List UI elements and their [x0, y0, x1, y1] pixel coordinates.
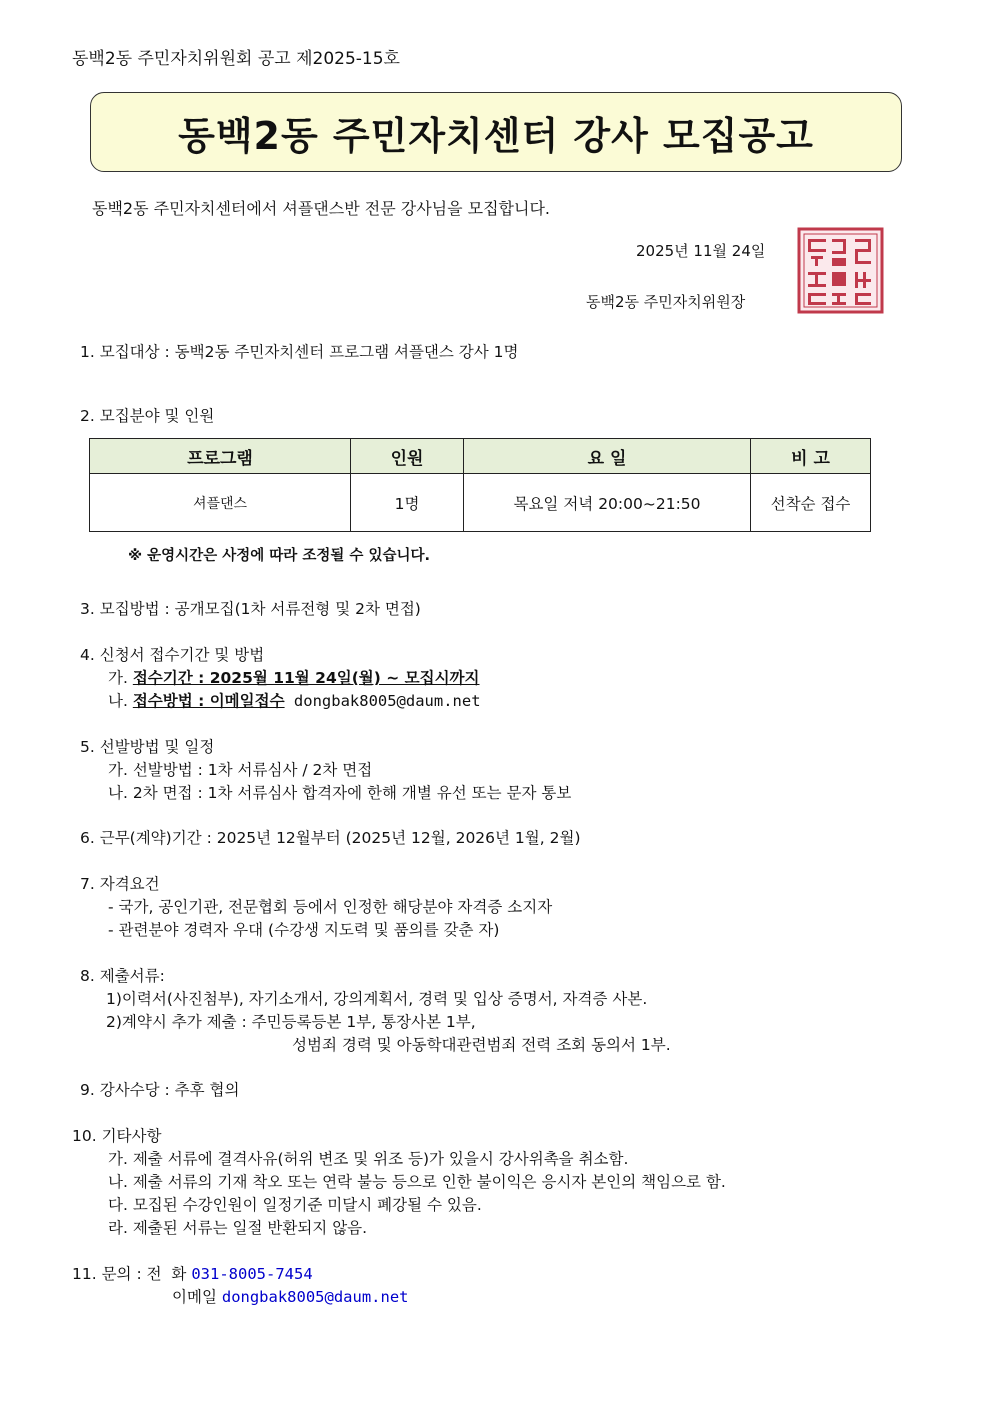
- table-header-day: 요 일: [464, 439, 751, 474]
- intro-text: 동백2동 주민자치센터에서 셔플댄스반 전문 강사님을 모집합니다.: [92, 199, 551, 218]
- section-10-heading: 10. 기타사항: [72, 1127, 162, 1145]
- title-banner: [90, 92, 902, 172]
- item-b-prefix: 나.: [108, 692, 133, 710]
- table-header-row: [90, 439, 871, 474]
- section-1-target: 1. 모집대상 : 동백2동 주민자치센터 프로그램 셔플댄스 강사 1명: [80, 343, 519, 361]
- section-8-heading: 8. 제출서류:: [80, 967, 165, 985]
- section-4-item-a: [108, 666, 480, 688]
- contact-email-link[interactable]: dongbak8005@daum.net: [221, 1288, 409, 1306]
- section-7-item-b: - 관련분야 경력자 우대 (수강생 지도력 및 품의를 갖춘 자): [108, 921, 500, 939]
- section-8-item-1: 1)이력서(사진첨부), 자기소개서, 강의계획서, 경력 및 입상 증명서, 자격증 사본.: [106, 990, 648, 1008]
- item-a-prefix: 가.: [108, 669, 133, 687]
- table-header-note: 비 고: [751, 439, 871, 474]
- section-10-item-a: 가. 제출 서류에 결격사유(허위 변조 및 위조 등)가 있을시 강사위촉을 취소함.: [108, 1150, 629, 1168]
- program-table: [89, 438, 871, 532]
- page-title: 동백2동 주민자치센터 강사 모집공고: [178, 113, 814, 158]
- section-10-item-c: 다. 모집된 수강인원이 일정기준 미달시 폐강될 수 있음.: [108, 1196, 482, 1214]
- section-10-item-b: 나. 제출 서류의 기재 착오 또는 연락 불능 등으로 인한 불이익은 응시자 본인의 책임으로 함.: [108, 1173, 726, 1191]
- section-10-item-d: 라. 제출된 서류는 일절 반환되지 않음.: [108, 1219, 368, 1237]
- section-11-contact: [72, 1262, 313, 1284]
- section-6-period: 6. 근무(계약)기간 : 2025년 12월부터 (2025년 12월, 2026년 1월, 2월): [80, 829, 581, 847]
- contact-email-label: 이메일: [172, 1288, 217, 1306]
- section-7-heading: 7. 자격요건: [80, 875, 160, 893]
- contact-phone[interactable]: 031-8005-7454: [191, 1265, 313, 1283]
- table-row: [90, 474, 871, 532]
- section-4-heading: 4. 신청서 접수기간 및 방법: [80, 646, 265, 664]
- table-cell-note: 선착순 접수: [751, 474, 871, 532]
- official-seal-icon: [797, 227, 884, 314]
- application-email-link[interactable]: dongbak8005@daum.net: [284, 692, 481, 710]
- section-5-item-a: 가. 선발방법 : 1차 서류심사 / 2차 면접: [108, 761, 373, 779]
- section-5-heading: 5. 선발방법 및 일정: [80, 738, 215, 756]
- table-cell-program: 셔플댄스: [90, 474, 351, 532]
- notice-date: 2025년 11월 24일: [636, 242, 766, 260]
- table-header-count: 인원: [351, 439, 464, 474]
- section-7-item-a: - 국가, 공인기관, 전문협회 등에서 인정한 해당분야 자격증 소지자: [108, 898, 553, 916]
- contact-phone-label: 11. 문의 : 전 화: [72, 1265, 187, 1283]
- table-cell-day: 목요일 저녁 20:00~21:50: [464, 474, 751, 532]
- table-cell-count: 1명: [351, 474, 464, 532]
- notice-number: 동백2동 주민자치위원회 공고 제2025-15호: [72, 49, 400, 69]
- section-8-item-2: 2)계약시 추가 제출 : 주민등록등본 1부, 통장사본 1부,: [106, 1013, 476, 1031]
- section-4-item-b: [108, 689, 481, 711]
- table-footnote: ※ 운영시간은 사정에 따라 조정될 수 있습니다.: [128, 548, 431, 564]
- table-header-program: 프로그램: [90, 439, 351, 474]
- section-8-item-2-cont: 성범죄 경력 및 아동학대관련범죄 전력 조회 동의서 1부.: [292, 1036, 671, 1054]
- section-11-email-row: [172, 1285, 409, 1307]
- section-2-heading: 2. 모집분야 및 인원: [80, 407, 215, 425]
- application-period: 접수기간 : 2025월 11월 24일(월) ~ 모집시까지: [132, 669, 480, 687]
- section-3-method: 3. 모집방법 : 공개모집(1차 서류전형 및 2차 면접): [80, 600, 421, 618]
- application-method: 접수방법 : 이메일접수: [132, 692, 285, 710]
- signer-name: 동백2동 주민자치위원장: [586, 293, 746, 311]
- section-9-fee: 9. 강사수당 : 추후 협의: [80, 1081, 240, 1099]
- section-5-item-b: 나. 2차 면접 : 1차 서류심사 합격자에 한해 개별 유선 또는 문자 통보: [108, 784, 572, 802]
